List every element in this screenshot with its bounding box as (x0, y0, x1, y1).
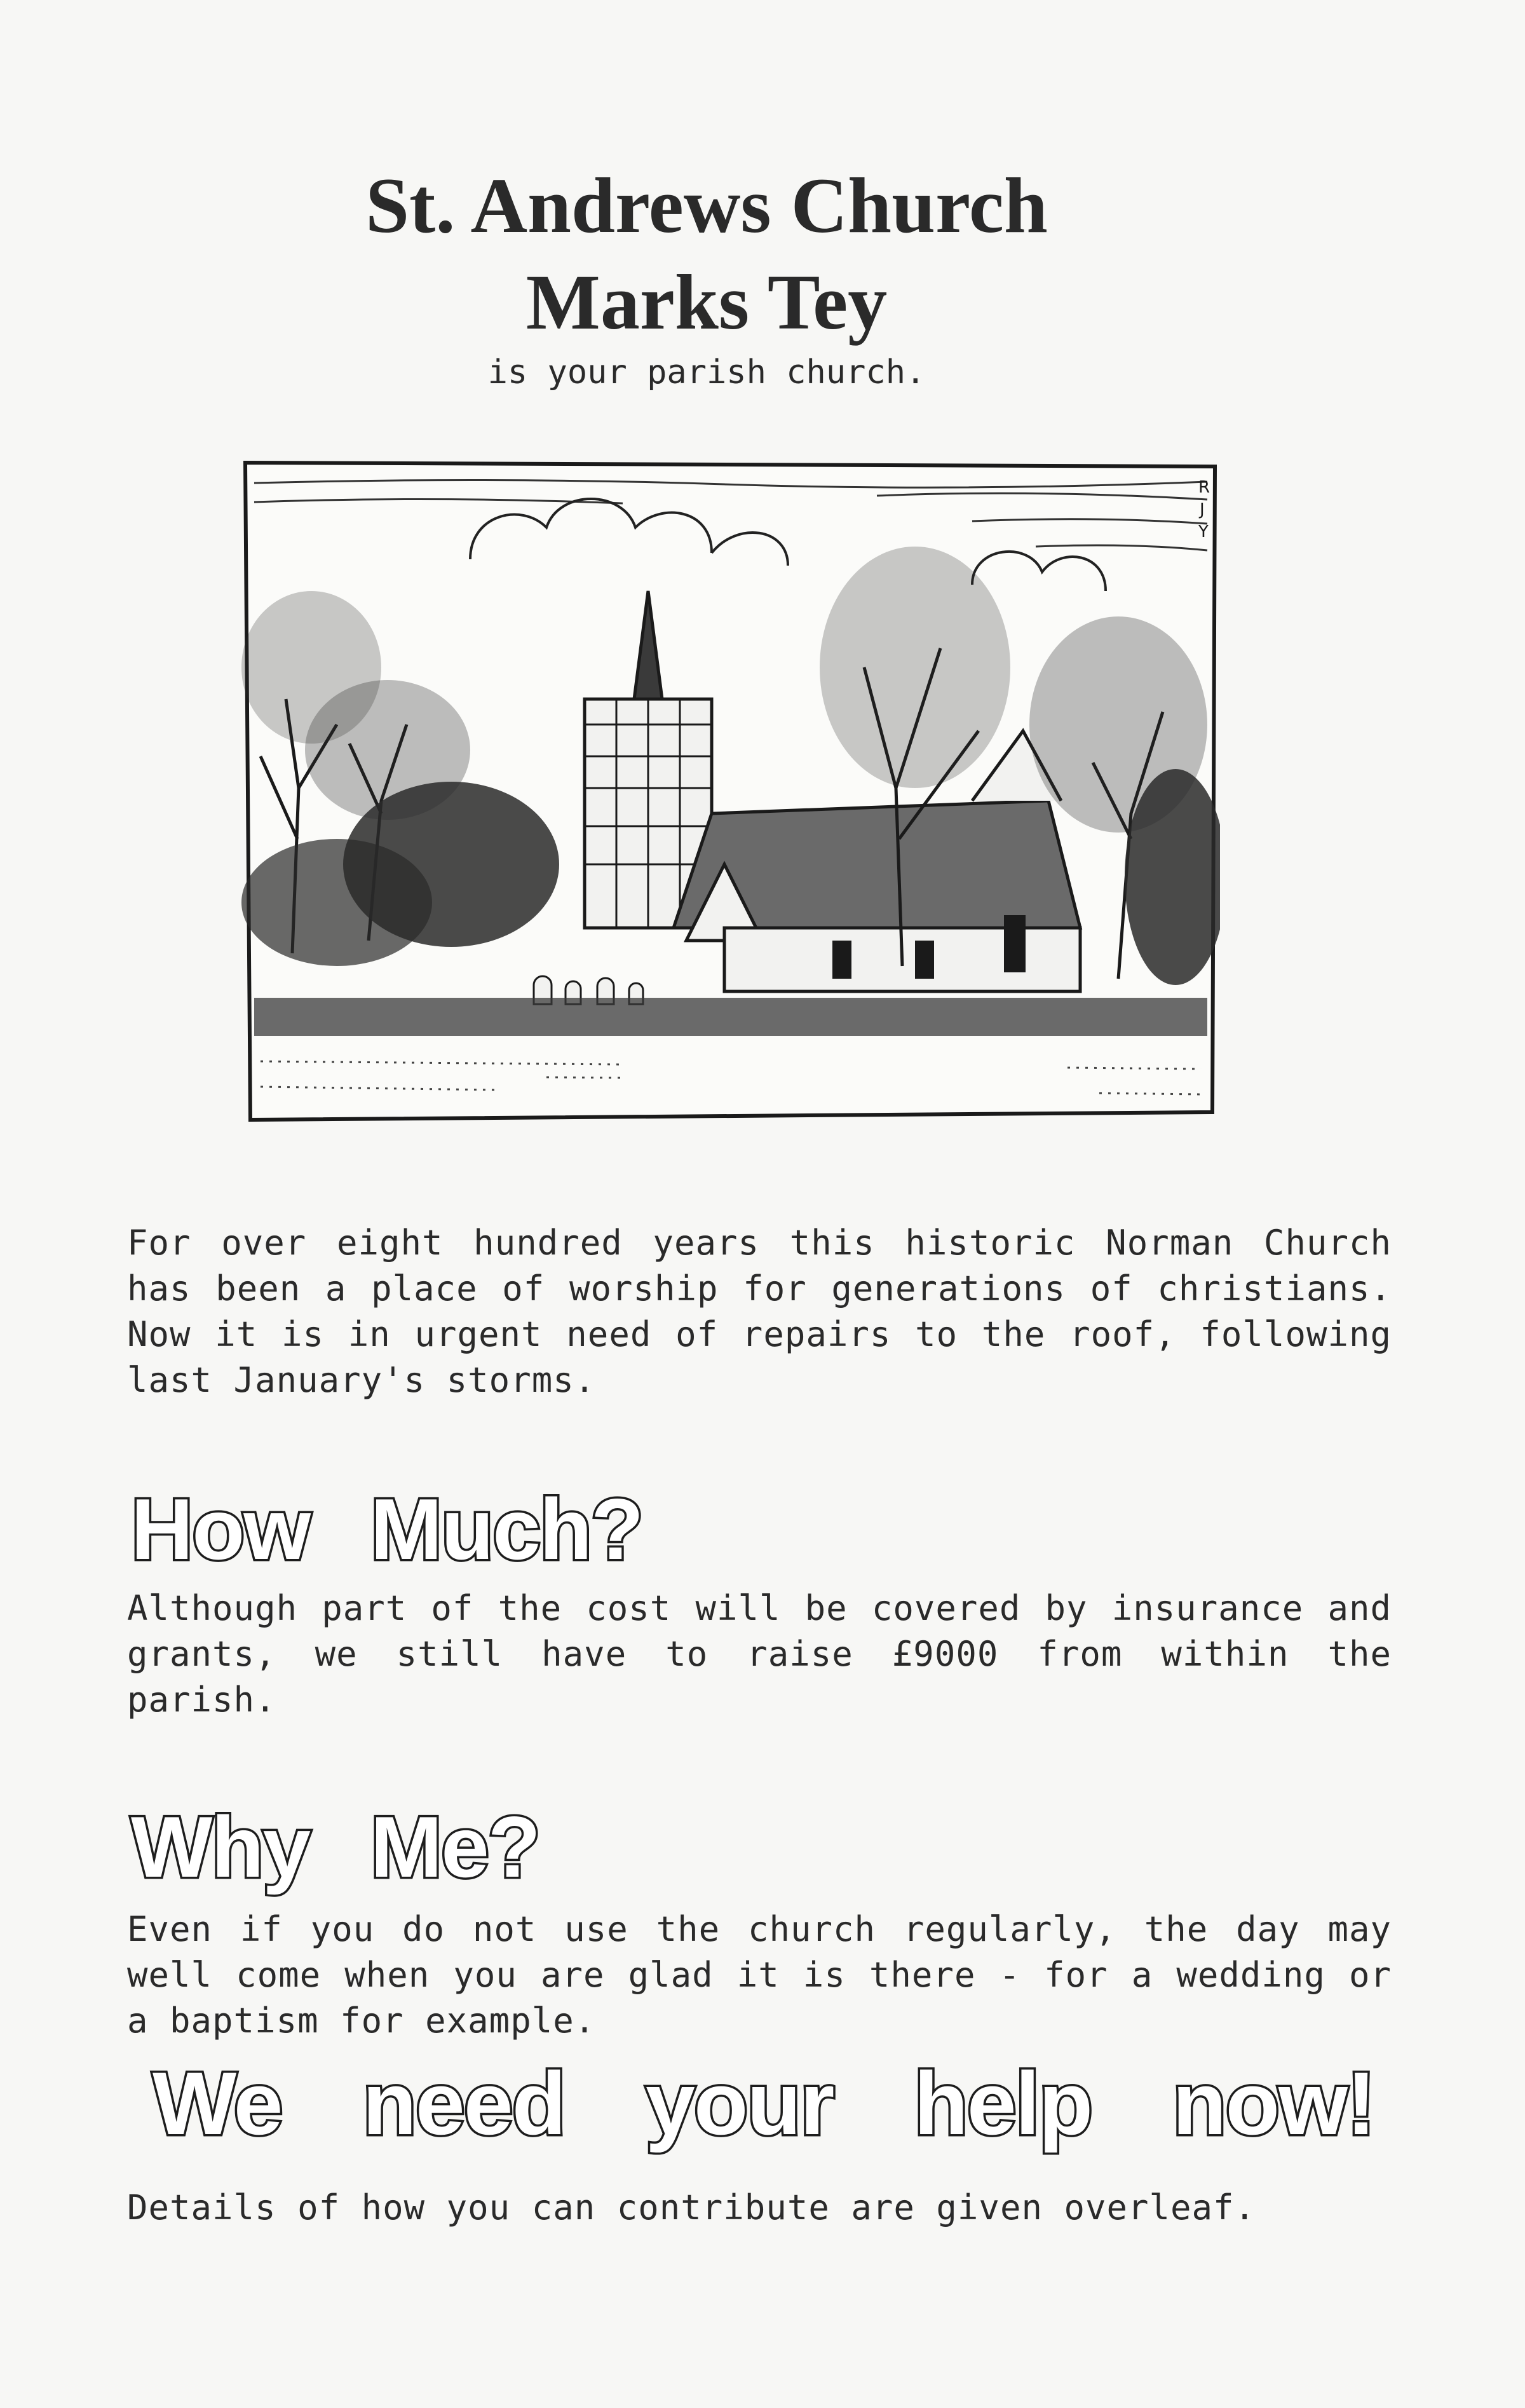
signature-letter: J (1200, 500, 1205, 519)
need-help-heading: We need your help now! (152, 2053, 1375, 2153)
church-drawing-icon (241, 458, 1220, 1125)
intro-paragraph: For over eight hundred years this historic Norman Church has been a place of worship for generations of christians. Now it is in urgent need of repairs to the roof, following last January's storms. (127, 1223, 1392, 1400)
why-me-heading: Why Me? (131, 1799, 539, 1895)
signature-letter: R (1198, 478, 1210, 497)
details-paragraph: Details of how you can contribute are given overleaf. (127, 2187, 1256, 2228)
signature-letter: Y (1198, 522, 1209, 541)
how-much-paragraph: Although part of the cost will be covered by insurance and grants, we still have to raise £9000 from within the parish. (127, 1588, 1392, 1720)
church-location: Marks Tey (525, 259, 888, 346)
why-me-paragraph: Even if you do not use the church regularly, the day may well come when you are glad it is there - for a wedding or a baptism for example. (127, 1909, 1392, 2041)
subtitle: is your parish church. (487, 353, 926, 391)
church-title: St. Andrews Church (365, 162, 1048, 249)
how-much-heading: How Much? (131, 1481, 643, 1577)
